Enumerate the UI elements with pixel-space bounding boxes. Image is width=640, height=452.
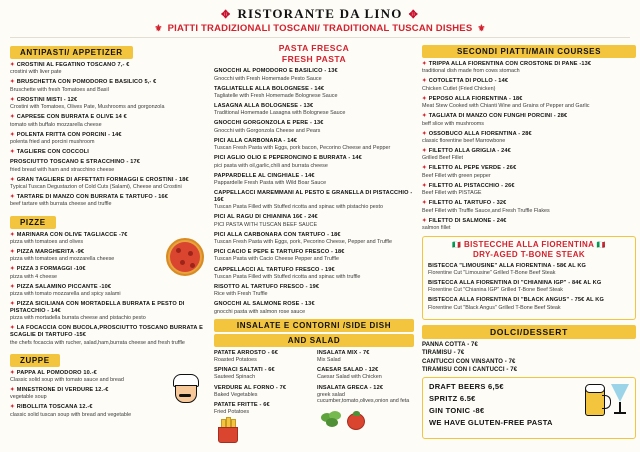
menu-item: [214, 232, 414, 246]
item-name: GNOCCHI GORGONZOLA E PERE - 13€: [214, 120, 324, 127]
item-description: classic solid tuscan soup with bread and vegetable: [10, 411, 132, 418]
item-name: GNOCCHI AL SALMONE ROSE - 13€: [214, 301, 315, 308]
drinks-section: [422, 377, 636, 439]
salad-lists: [214, 350, 414, 444]
menu-item: [428, 297, 630, 311]
item-name: LASAGNA ALLA BOLOGNESE - 13€: [214, 103, 314, 110]
menu-item: CANTUCCI CON VINSANTO - 7€: [422, 358, 516, 365]
item-description: Typical Tuscan Degustazion of Cold Cuts (Salami), Cheese and Crostini: [10, 184, 182, 191]
main-courses-list: [422, 61, 636, 232]
menu-item: [10, 149, 206, 156]
item-description: Rice with Fresh Truffle: [214, 291, 268, 298]
section-title-antipasti: ANTIPASTI/ APPETIZER: [10, 46, 133, 59]
steak-title-en: DRY-AGED T-BONE STEAK: [472, 249, 586, 259]
menu-item: [214, 367, 311, 381]
item-name: PIZZA MARGHERITA -9€: [16, 248, 85, 255]
restaurant-title: [10, 6, 630, 22]
item-description: Fried Potatoes: [214, 409, 250, 416]
item-name: FILETTO AL PISTACCHIO - 26€: [428, 182, 515, 189]
menu-item: [10, 301, 206, 322]
chef-illustration-icon: [168, 374, 202, 408]
menu-item: [214, 68, 414, 82]
antipasti-list: [10, 62, 206, 208]
item-name: FILETTO AL TARTUFO - 32€: [428, 200, 507, 207]
salad-column-left: [214, 350, 311, 444]
item-bullet-icon: ✦: [422, 78, 427, 85]
item-name: PATATE FRITTE - 6€: [214, 401, 270, 408]
item-description: Grilled Beef Fillet: [422, 155, 464, 162]
menu-subtitle: [10, 23, 630, 34]
item-description: Sauteed Spinach: [214, 374, 256, 381]
menu-item: [317, 350, 414, 364]
pasta-title-en: FRESH PASTA: [281, 53, 347, 64]
item-description: Crostini with Tomatoes, Olives Pate, Mushrooms and gorgonzola: [10, 104, 165, 111]
fleur-left-icon: ⚜: [154, 23, 163, 33]
item-name: INSALATA MIX - 7€: [317, 349, 370, 356]
item-description: pizza with 4 cheese: [10, 273, 58, 280]
menu-item: [10, 114, 206, 128]
item-name: MINESTRONE DI VERDURE 12.-€: [16, 387, 109, 394]
item-bullet-icon: ✦: [10, 96, 15, 103]
item-name: TARTARE DI MANZO CON BURRATA E TARTUFO - 16€: [16, 194, 169, 201]
menu-item: [214, 138, 414, 152]
menu-item: [422, 148, 636, 162]
item-name: PICI AL RAGU DI CHIANINA 16€ - 24€: [214, 214, 318, 221]
menu-item: [422, 200, 636, 214]
item-name: PICI ALLA CARBONARA CON TARTUFO - 18€: [214, 231, 341, 238]
menu-item: [422, 218, 636, 232]
fries-illustration-icon: [214, 419, 311, 443]
menu-item: [10, 325, 206, 346]
menu-item: [214, 402, 311, 416]
header-divider: [10, 37, 630, 38]
item-bullet-icon: ✦: [10, 301, 15, 308]
menu-item: [214, 103, 414, 117]
ornament-left-icon: ✥: [221, 8, 232, 21]
item-name: TRIPPA ALLA FIORENTINA CON CROSTONE DI PANE -13€: [428, 61, 592, 67]
item-name: PATATE ARROSTO - 6€: [214, 349, 278, 356]
menu-item: [214, 301, 414, 315]
zuppe-list: [10, 370, 206, 419]
item-description: Caesar Salad with Chicken: [317, 374, 382, 381]
menu-item: [10, 194, 206, 208]
item-description: Tuscan Pasta Filled with Stuffed ricotta and spinac with truffle: [214, 273, 361, 280]
section-title-pasta: [214, 43, 414, 64]
menu-item: [10, 177, 206, 191]
item-description: Florentine Cut "Limousine" Grilled T-Bone Beef Steak: [428, 269, 556, 276]
italian-flag-icon: 🇮🇹: [596, 241, 606, 249]
ornament-right-icon: ✥: [408, 8, 419, 21]
item-description: Beef Fillet with green pepper: [422, 172, 491, 179]
dolci-list: [422, 342, 636, 374]
item-bullet-icon: ✦: [10, 248, 15, 255]
item-name: PICI ALLA CARBONARA - 14€: [214, 137, 297, 144]
item-bullet-icon: ✦: [10, 114, 15, 121]
item-name: SPINACI SALTATI - 6€: [214, 367, 275, 374]
item-bullet-icon: ✦: [10, 194, 15, 201]
item-bullet-icon: ✦: [10, 131, 15, 138]
item-name: FILETTO AL PEPE VERDE - 26€: [428, 165, 517, 172]
item-description: PICI PASTA WITH TUSCAN BEEF SAUCE: [214, 221, 318, 228]
item-bullet-icon: ✦: [422, 217, 427, 224]
salad-column-right: [317, 350, 414, 444]
item-bullet-icon: ✦: [422, 148, 427, 155]
section-title-salad-2: AND SALAD: [214, 334, 414, 347]
menu-item: DRAFT BEERS 6,5€: [429, 382, 504, 392]
item-name: COTOLETTA DI POLLO - 14€: [428, 78, 509, 85]
menu-item: [214, 190, 414, 211]
item-bullet-icon: ✦: [422, 95, 427, 102]
item-bullet-icon: ✦: [10, 404, 15, 411]
menu-item: [422, 78, 636, 92]
item-description: crostini with liver pate: [10, 69, 62, 76]
item-bullet-icon: ✦: [10, 231, 15, 238]
gluten-free-note: WE HAVE GLUTEN-FREE PASTA: [429, 418, 553, 428]
menu-item: [422, 165, 636, 179]
item-description: Florentine Cut "Black Angus" Grilled T-Bone Beef Steak: [428, 304, 561, 311]
item-description: Tagliatelle with Fresh Homemade Bolognese Sauce: [214, 92, 338, 99]
item-description: Tuscan Pasta with Cacio Cheese Pepper and Truffle: [214, 256, 339, 263]
item-description: the chefs focaccia with rucher, salad,ham,burrata cheese and fresh truffle: [10, 339, 185, 346]
item-description: pizza with tomatoes and olives: [10, 238, 84, 245]
item-name: INSALATA GRECA - 12€: [317, 384, 384, 391]
item-description: pici pasta with oil,garlic,chili and burrata cheese: [214, 162, 328, 169]
item-description: tomato with buffalo mozzarella cheese: [10, 121, 102, 128]
item-bullet-icon: ✦: [422, 113, 427, 120]
item-description: gnocchi pasta with salmon rose sauce: [214, 308, 306, 315]
item-name: PICI AGLIO OLIO E PEPERONCINO E BURRATA - 14€: [214, 155, 362, 162]
menu-item: [422, 61, 636, 75]
menu-item: [428, 263, 630, 277]
item-description: Roasted Potatoes: [214, 357, 257, 364]
menu-item: PANNA COTTA - 7€: [422, 341, 478, 348]
item-description: Tuscan Pasta Filled with Stuffed ricotta and spinac with pistachio pesto: [214, 204, 383, 211]
item-description: Chicken Cutlet (Fried Chicken): [422, 85, 496, 92]
item-bullet-icon: ✦: [10, 387, 15, 394]
item-description: Beef Fillet with Truffle Sauce,and Fresh Truffle Flakes: [422, 207, 550, 214]
item-description: traditional dish made from cows stomach: [422, 68, 520, 75]
item-name: VERDURE AL FORNO - 7€: [214, 384, 287, 391]
item-name: PEPOSO ALLA FIORENTINA - 18€: [428, 95, 523, 102]
steak-section: [422, 236, 636, 320]
menu-columns: [10, 42, 630, 443]
item-description: fried bread with ham and stracchino cheese: [10, 166, 115, 173]
item-name: TAGLIERE CON COCCOLI: [16, 149, 89, 156]
item-name: CAESAR SALAD - 12€: [317, 367, 379, 374]
menu-item: [10, 132, 206, 146]
item-description: Baked Vegetables: [214, 391, 258, 398]
item-name: PAPPARDELLE AL CINGHIALE - 14€: [214, 172, 315, 179]
menu-item: [214, 249, 414, 263]
item-bullet-icon: ✦: [10, 369, 15, 376]
item-name: BISTECCA "LIMOUSINE" ALLA FIORENTINA - 58€ AL KG: [428, 262, 587, 269]
item-description: classic florentine beef Marrowbone: [422, 137, 506, 144]
item-name: TAGLIATA DI MANZO CON FUNGHI PORCINI - 28€: [428, 113, 568, 120]
menu-item: [10, 284, 206, 298]
item-name: CAPRESE CON BURRATA E OLIVE 14 €: [16, 114, 127, 121]
menu-item: [214, 214, 414, 228]
item-description: Traditional Homemade Lasagna with Bolognese Sauce: [214, 110, 346, 117]
item-description: pizza with tomatoes and mozzarella cheese: [10, 256, 115, 263]
menu-item: [422, 96, 636, 110]
item-name: PIZZA SICILIANA CON MORTADELLA BURRATA E PESTO DI PISTACCHIO - 14€: [10, 301, 185, 314]
section-title-main-courses: SECONDI PIATTI/MAIN COURSES: [422, 45, 636, 58]
item-name: BRUSCHETTA CON POMODORO E BASILICO 5,- €: [16, 79, 157, 86]
item-name: MARINARA CON OLIVE TAGLIACCE -7€: [16, 231, 128, 238]
item-description: Meat Stew Cooked with Chianti Wine and Grains of Pepper and Garlic: [422, 103, 590, 110]
item-name: CROSTINI MISTI - 12€: [16, 96, 78, 103]
salad-illustration-icon: [317, 409, 414, 433]
item-name: GNOCCHI AL POMODORO E BASILICO - 13€: [214, 68, 338, 75]
item-bullet-icon: ✦: [10, 283, 15, 290]
menu-item: [10, 97, 206, 111]
menu-item: [10, 159, 206, 173]
column-main-steak-dolci: [422, 42, 636, 439]
menu-item: SPRITZ 6.5€: [429, 394, 476, 404]
item-bullet-icon: ✦: [10, 325, 15, 332]
menu-item: [214, 284, 414, 298]
item-name: TAGLIATELLE ALLA BOLOGNESE - 14€: [214, 85, 325, 92]
menu-item: [10, 79, 206, 93]
item-bullet-icon: ✦: [422, 61, 427, 67]
steak-section-title: [428, 240, 630, 260]
item-description: vegetable soup: [10, 394, 47, 401]
item-name: BISTECCA ALLA FIORENTINA DI "BLACK ANGUS" - 75€ AL KG: [428, 297, 604, 304]
pizze-list: [10, 232, 206, 347]
item-description: Bruschette with fresh Tomatoes and Basil: [10, 86, 109, 93]
item-bullet-icon: ✦: [422, 200, 427, 207]
item-description: greek salad cucumber,tomato,olives,onion and feta: [317, 391, 410, 405]
drinks-illustration-icon: [585, 380, 629, 420]
menu-item: TIRAMISU CON I CANTUCCI - 7€: [422, 367, 518, 374]
menu-item: [214, 155, 414, 169]
item-description: Tuscan Fresh Pasta with Eggs, pork, Pecorino Cheese, Pepper and Truffle: [214, 239, 392, 246]
item-name: FILETTO DI SALMONE - 24€: [428, 217, 507, 224]
pasta-title-it: PASTA FRESCA: [278, 43, 350, 53]
section-title-zuppe: ZUPPE: [10, 354, 60, 367]
item-name: CROSTINI AL FEGATINO TOSCANO 7,- €: [16, 62, 130, 68]
item-name: POLENTA FRITTA CON PORCINI - 14€: [16, 131, 122, 138]
menu-item: [422, 183, 636, 197]
column-pasta-salad: [214, 42, 414, 443]
item-description: Gnocchi with Fresh Homemade Pesto Sauce: [214, 75, 322, 82]
section-title-salad-1: INSALATE E CONTORNI /SIDE DISH: [214, 319, 414, 332]
item-name: GRAN TAGLIERE DI AFFETTATI FORMAGGI E CROSTINI - 18€: [16, 176, 189, 183]
steak-list: [428, 263, 630, 312]
section-title-pizze: PIZZE: [10, 216, 56, 229]
item-description: pizza with mortadella burrata cheese and pistachio pesto: [10, 315, 146, 322]
menu-item: GIN TONIC -8€: [429, 406, 485, 416]
column-antipasti-pizze-zuppe: [10, 42, 206, 422]
item-description: Beef Fillet with PISTAGE: [422, 190, 482, 197]
item-name: OSSOBUCO ALLA FIORENTINA - 28€: [428, 130, 532, 137]
item-bullet-icon: ✦: [10, 62, 15, 68]
item-bullet-icon: ✦: [10, 176, 15, 183]
item-name: LA FOCACCIA CON BUCOLA,PROSCIUTTO TOSCANO BURRATA E SCAGLIE DI TARTUFO -15€: [10, 325, 203, 339]
menu-item: [422, 113, 636, 127]
item-name: PICI CACIO E PEPE E TARTUFO FRESCO - 18€: [214, 249, 345, 256]
item-description: Pappardelle Fresh Pasta with Wild Boar Sauce: [214, 180, 327, 186]
item-name: PAPPA AL POMODORO 10.-€: [16, 369, 97, 376]
item-description: Classic solid soup with tomato sauce and bread: [10, 376, 124, 383]
italian-flag-icon: 🇮🇹: [452, 241, 462, 249]
item-description: Gnocchi with Gorgonzola Cheese and Pears: [214, 127, 321, 134]
item-description: salmon fillet: [422, 224, 451, 231]
item-description: Tuscan Fresh Pasta with Eggs, pork bacon, Pecorino Cheese and Pepper: [214, 145, 391, 152]
menu-item: [422, 131, 636, 145]
item-description: polenta fried and porcini mushroom: [10, 138, 95, 145]
item-name: PIZZA SALAMINO PICCANTE -10€: [16, 283, 112, 290]
item-bullet-icon: ✦: [10, 79, 15, 86]
menu-item: [214, 350, 311, 364]
pizza-illustration-icon: [166, 238, 204, 276]
menu-item: [214, 86, 414, 100]
item-name: CAPPELLACCI MAREMMANI AL PESTO E GRANELLA DI PISTACCHIO - 16€: [214, 190, 413, 203]
menu-item: [214, 385, 311, 399]
menu-item: TIRAMISU - 7€: [422, 350, 465, 357]
restaurant-name: RISTORANTE DA LINO: [237, 6, 403, 21]
pasta-list: [214, 68, 414, 315]
item-name: PIZZA 3 FORMAGGI -10€: [16, 266, 86, 273]
item-name: PROSCIUTTO TOSCANO E STRACCHINO - 17€: [10, 159, 140, 166]
fleur-right-icon: ⚜: [477, 23, 486, 33]
section-title-dolci: DOLCI/DESSERT: [422, 325, 636, 339]
item-name: RISOTTO AL TARTUFO FRESCO - 19€: [214, 283, 320, 290]
item-name: RIBOLLITA TOSCANA 12.-€: [16, 404, 93, 411]
item-description: Mix Salad: [317, 357, 341, 364]
menu-header: [10, 6, 630, 34]
item-bullet-icon: ✦: [10, 266, 15, 273]
item-bullet-icon: ✦: [422, 182, 427, 189]
item-bullet-icon: ✦: [10, 149, 15, 156]
menu-item: [317, 367, 414, 381]
item-description: beef tartare with burrata cheese and truffle: [10, 201, 112, 208]
menu-item: [317, 385, 414, 406]
item-description: Florentine Cut "Chianina IGP" Grilled T-Bone Beef Steak: [428, 287, 563, 294]
item-name: CAPPELLACCI AL TARTUFO FRESCO - 19€: [214, 266, 335, 273]
item-description: beff slice with mushrooms: [422, 120, 484, 127]
menu-item: [214, 173, 414, 187]
item-name: FILETTO ALLA GRIGLIA - 24€: [428, 148, 511, 155]
menu-item: [428, 280, 630, 294]
subtitle-text: PIATTI TRADIZIONALI TOSCANI/ TRADITIONAL TUSCAN DISHES: [167, 23, 473, 34]
item-bullet-icon: ✦: [422, 165, 427, 172]
item-description: pizza with tomato mozzarella and spicy salami: [10, 291, 121, 298]
steak-title-it: BISTECCHE ALLA FIORENTINA: [464, 239, 594, 249]
menu-item: [214, 267, 414, 281]
menu-item: [214, 120, 414, 134]
item-name: BISTECCA ALLA FIORENTINA DI "CHIANINA IGP" - 84€ AL KG: [428, 279, 602, 286]
item-bullet-icon: ✦: [422, 130, 427, 137]
menu-item: [10, 62, 206, 76]
